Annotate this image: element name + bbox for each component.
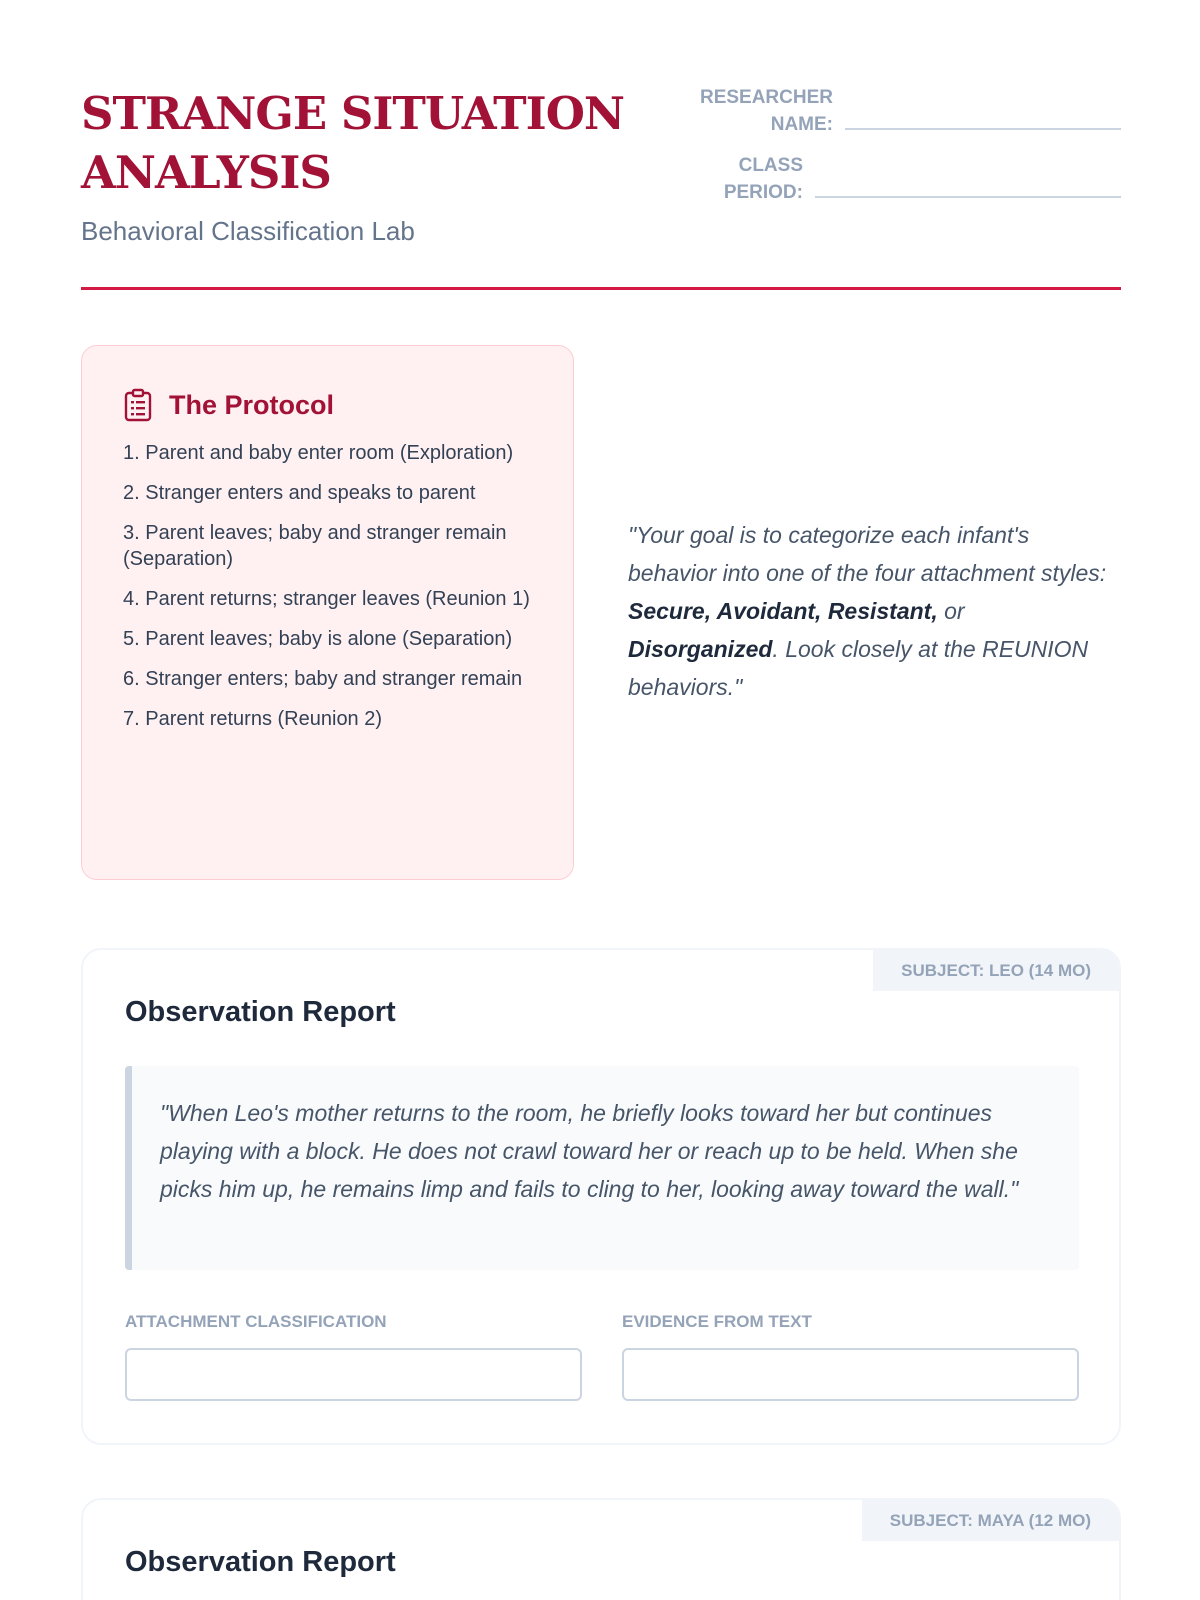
subject-badge: SUBJECT: MAYA (12 MO) bbox=[862, 1500, 1119, 1541]
researcher-name-label: RESEARCHER NAME: bbox=[699, 87, 833, 135]
protocol-step: 7. Parent returns (Reunion 2) bbox=[123, 708, 383, 730]
protocol-step: 1. Parent and baby enter room (Exploration) bbox=[123, 442, 514, 464]
observation-card-maya bbox=[81, 1498, 1121, 1600]
protocol-step: 4. Parent returns; stranger leaves (Reunion 1) bbox=[123, 588, 530, 610]
protocol-header bbox=[123, 388, 533, 422]
class-period-row bbox=[681, 152, 1121, 206]
goal-text: "Your goal is to categorize each infant's behavior into one of the four attachment styles: bbox=[628, 522, 1107, 586]
protocol-panel bbox=[81, 345, 574, 880]
card-title: Observation Report bbox=[125, 1546, 396, 1578]
response-fields bbox=[125, 1312, 1079, 1401]
page-subtitle: Behavioral Classification Lab bbox=[81, 216, 415, 246]
protocol-step: 3. Parent leaves; baby and stranger remain (Separation) bbox=[123, 522, 507, 570]
protocol-step: 6. Stranger enters; baby and stranger remain bbox=[123, 668, 523, 690]
student-fields bbox=[681, 84, 1121, 220]
goal-text: . Look closely at the REUNION behaviors." bbox=[628, 636, 1089, 700]
protocol-step: 2. Stranger enters and speaks to parent bbox=[123, 482, 476, 504]
classification-label: ATTACHMENT CLASSIFICATION bbox=[125, 1312, 387, 1331]
evidence-label: EVIDENCE FROM TEXT bbox=[622, 1312, 812, 1331]
classification-group bbox=[125, 1312, 582, 1401]
observation-text: "When Leo's mother returns to the room, he briefly looks toward her but continues playing with a block. He does not crawl toward her or reach up to be held. When she picks him up, he remains limp and fails to cling to her, looking away toward the wall." bbox=[125, 1066, 1079, 1270]
clipboard-icon bbox=[123, 388, 153, 422]
attachment-styles: Secure, Avoidant, Resistant, bbox=[628, 598, 938, 624]
page-title: STRANGE SITUATION ANALYSIS bbox=[81, 87, 625, 199]
attachment-style-disorganized: Disorganized bbox=[628, 636, 773, 662]
evidence-input[interactable] bbox=[622, 1348, 1079, 1401]
card-title: Observation Report bbox=[125, 996, 396, 1028]
header-divider bbox=[81, 287, 1121, 290]
protocol-step: 5. Parent leaves; baby is alone (Separation) bbox=[123, 628, 513, 650]
worksheet-header bbox=[81, 84, 1121, 294]
evidence-group bbox=[622, 1312, 1079, 1401]
researcher-name-field[interactable] bbox=[845, 128, 1121, 130]
researcher-name-row bbox=[681, 84, 1121, 138]
protocol-title: The Protocol bbox=[169, 389, 335, 420]
subject-badge: SUBJECT: LEO (14 MO) bbox=[873, 950, 1119, 991]
classification-input[interactable] bbox=[125, 1348, 582, 1401]
class-period-field[interactable] bbox=[815, 196, 1121, 198]
goal-text: or bbox=[937, 598, 965, 624]
goal-quote bbox=[628, 516, 1121, 706]
observation-card-leo bbox=[81, 948, 1121, 1445]
class-period-label: CLASS PERIOD: bbox=[723, 155, 803, 203]
